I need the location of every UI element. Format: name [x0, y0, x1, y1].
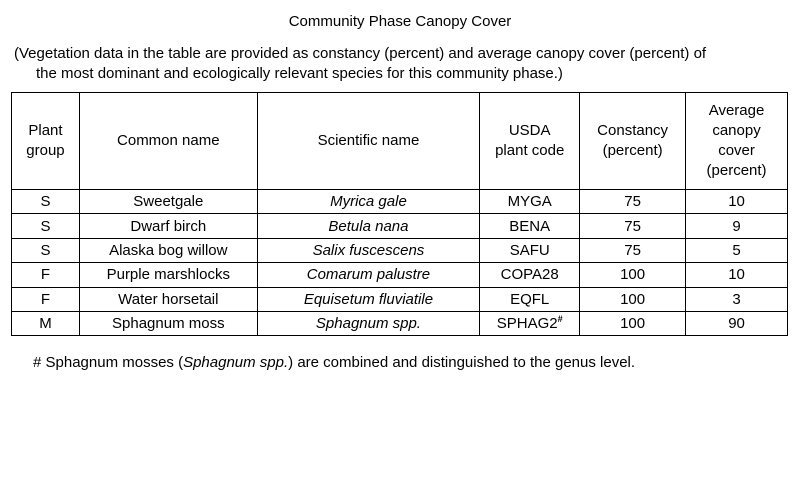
header-common-name: Common name: [79, 93, 257, 190]
cell-common-name: Dwarf birch: [79, 214, 257, 238]
header-average-cover: Average canopy cover (percent): [686, 93, 788, 190]
cell-usda-code: SPHAG2#: [480, 311, 580, 335]
cell-average-cover: 5: [686, 238, 788, 262]
cell-scientific-name: Betula nana: [257, 214, 480, 238]
cell-scientific-name: Myrica gale: [257, 190, 480, 214]
cell-constancy: 100: [580, 263, 686, 287]
cell-average-cover: 10: [686, 263, 788, 287]
cell-scientific-name: Sphagnum spp.: [257, 311, 480, 335]
page-title: Community Phase Canopy Cover: [288, 13, 512, 30]
cell-average-cover: 3: [686, 287, 788, 311]
cell-constancy: 100: [580, 287, 686, 311]
cell-plant-group: S: [12, 238, 80, 262]
table-row: [12, 190, 788, 214]
header-constancy: Constancy (percent): [580, 93, 686, 190]
footnote: [33, 353, 635, 373]
cell-plant-group: S: [12, 190, 80, 214]
cell-average-cover: 9: [686, 214, 788, 238]
table-row: [12, 311, 788, 335]
cell-plant-group: S: [12, 214, 80, 238]
cell-usda-code: SAFU: [480, 238, 580, 262]
cell-average-cover: 10: [686, 190, 788, 214]
cell-plant-group: F: [12, 263, 80, 287]
intro-line-2: the most dominant and ecologically relevant species for this community phase.): [36, 65, 563, 82]
footnote-italic: Sphagnum spp.: [183, 354, 289, 371]
cell-usda-code: BENA: [480, 214, 580, 238]
header-usda-code: USDA plant code: [480, 93, 580, 190]
table-header-row: [12, 93, 788, 190]
cell-scientific-name: Equisetum fluviatile: [257, 287, 480, 311]
cell-average-cover: 90: [686, 311, 788, 335]
cell-usda-code: COPA28: [480, 263, 580, 287]
cell-scientific-name: Comarum palustre: [257, 263, 480, 287]
cell-common-name: Alaska bog willow: [79, 238, 257, 262]
header-plant-group: Plant group: [12, 93, 80, 190]
cell-common-name: Sphagnum moss: [79, 311, 257, 335]
canopy-cover-table: [11, 92, 788, 336]
cell-constancy: 75: [580, 238, 686, 262]
cell-plant-group: M: [12, 311, 80, 335]
cell-scientific-name: Salix fuscescens: [257, 238, 480, 262]
cell-usda-code: EQFL: [480, 287, 580, 311]
cell-plant-group: F: [12, 287, 80, 311]
footnote-suffix: ) are combined and distinguished to the genus level.: [288, 354, 636, 371]
cell-common-name: Water horsetail: [79, 287, 257, 311]
cell-constancy: 75: [580, 214, 686, 238]
cell-constancy: 75: [580, 190, 686, 214]
intro-line-1: (Vegetation data in the table are provided as constancy (percent) and average canopy cover (percent) of: [14, 45, 707, 62]
footnote-prefix: # Sphagnum mosses (: [33, 354, 184, 371]
cell-constancy: 100: [580, 311, 686, 335]
header-scientific-name: Scientific name: [257, 93, 480, 190]
intro-paragraph: [14, 44, 794, 84]
cell-common-name: Purple marshlocks: [79, 263, 257, 287]
cell-usda-code: MYGA: [480, 190, 580, 214]
table-row: [12, 214, 788, 238]
table-row: [12, 287, 788, 311]
table-row: [12, 263, 788, 287]
footnote-marker: #: [557, 314, 563, 325]
table-row: [12, 238, 788, 262]
cell-common-name: Sweetgale: [79, 190, 257, 214]
